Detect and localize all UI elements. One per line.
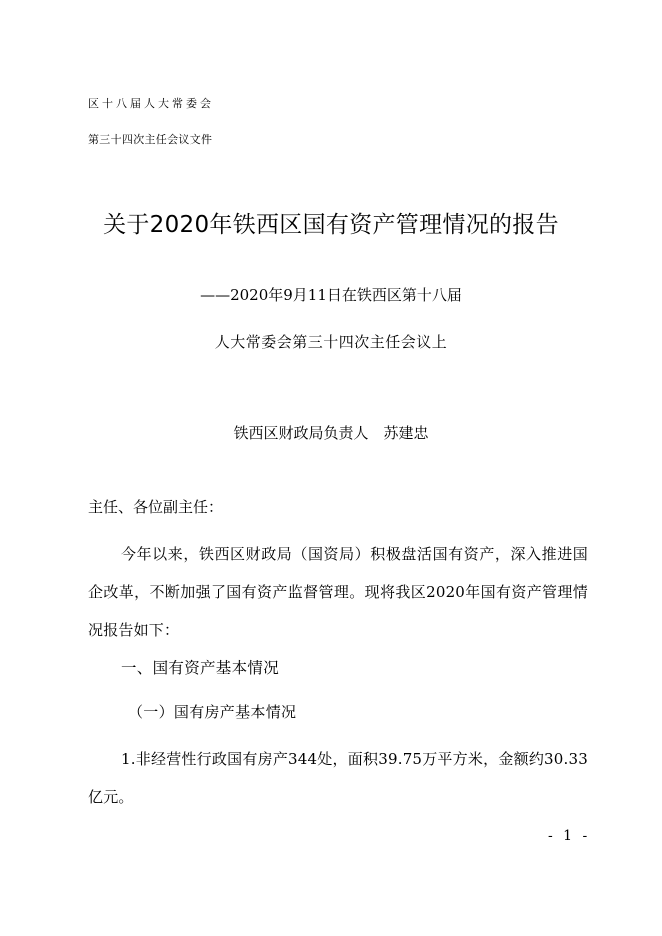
author-line: 铁西区财政局负责人 苏建忠 (233, 424, 429, 442)
document-series: 第三十四次主任会议文件 (88, 133, 213, 146)
section-heading: 一、国有资产基本情况 (121, 659, 280, 677)
item-paragraph: 1.非经营性行政国有房产344处，面积39.75万平方米，金额约30.33亿元。 (88, 750, 588, 806)
document-title: 关于2020年铁西区国有资产管理情况的报告 (103, 212, 559, 238)
page-number: - 1 - (548, 828, 591, 844)
intro-paragraph: 今年以来，铁西区财政局（国资局）积极盘活国有资产，深入推进国企改革，不断加强了国有资产监督管理。现将我区2020年国有资产管理情况报告如下： (88, 545, 588, 639)
document-issuer: 区十八届人大常委会 (88, 97, 214, 110)
salutation: 主任、各位副主任： (88, 498, 224, 516)
subsection-heading: （一）国有房产基本情况 (128, 703, 297, 721)
subtitle-meeting-line: 人大常委会第三十四次主任会议上 (214, 333, 448, 351)
subtitle-date-line: ——2020年9月11日在铁西区第十八届 (200, 286, 462, 304)
